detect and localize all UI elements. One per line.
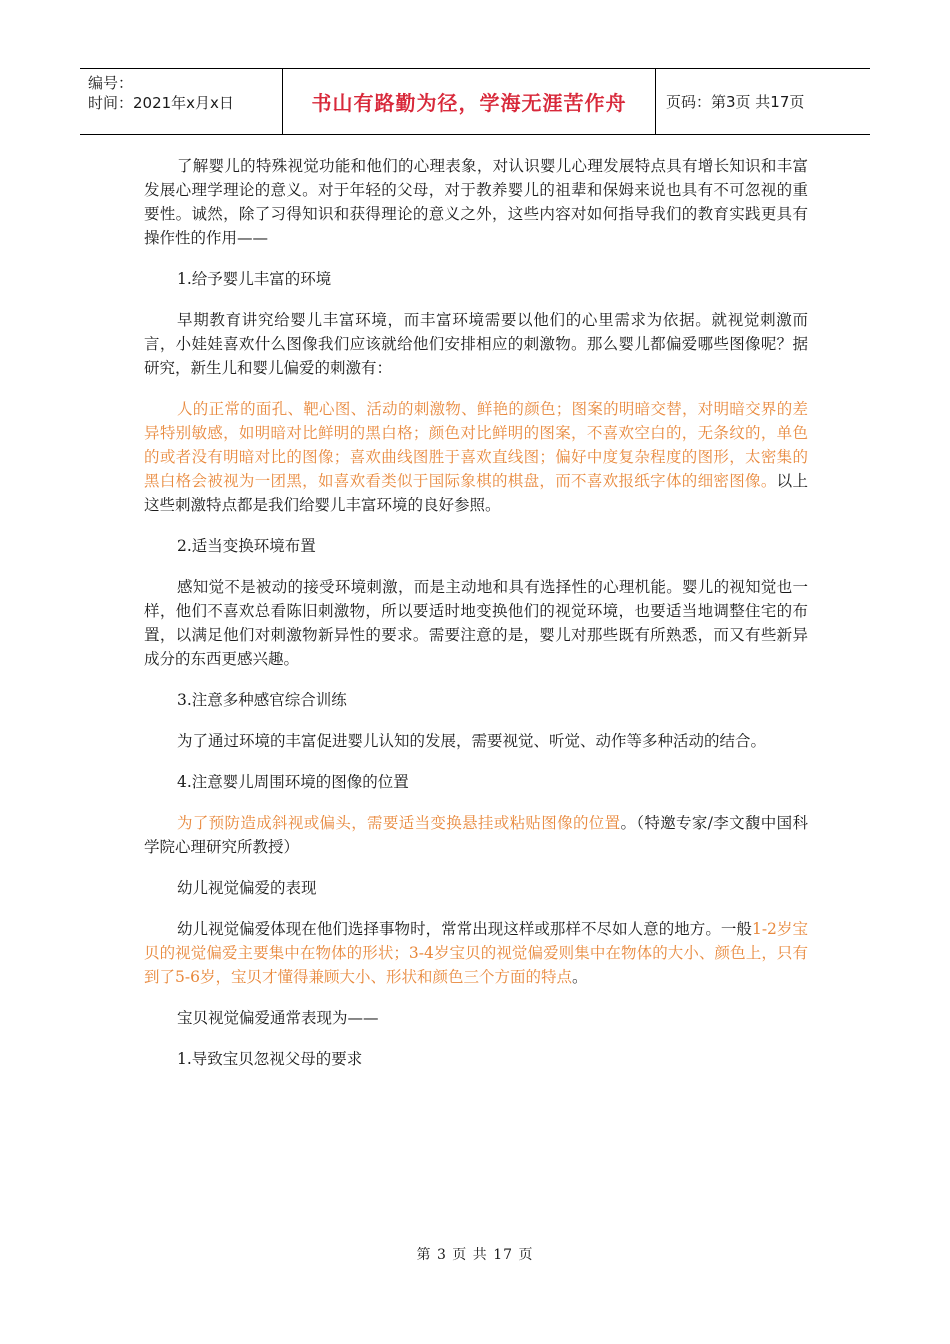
text-segment: 2.适当变换环境布置 bbox=[177, 537, 316, 555]
text-segment: 。（特邀专家/李文馥中国科学院心理研究所教授） bbox=[144, 814, 808, 856]
paragraph bbox=[144, 154, 808, 250]
paragraph bbox=[144, 534, 808, 558]
paragraph bbox=[144, 876, 808, 900]
text-segment: 幼儿视觉偏爱的表现 bbox=[177, 879, 317, 897]
header-motto-cell bbox=[283, 69, 656, 134]
motto: 书山有路勤为径，学海无涯苦作舟 bbox=[311, 91, 627, 115]
text-segment: 早期教育讲究给婴儿丰富环境，而丰富环境需要以他们的心里需求为依据。就视觉刺激而言，小娃娃喜欢什么图像我们应该就给他们安排相应的刺激物。那么婴儿都偏爱哪些图像呢？据研究，新生儿和婴儿偏爱的刺激有： bbox=[144, 311, 808, 377]
text-segment: 了解婴儿的特殊视觉功能和他们的心理表象，对认识婴儿心理发展特点具有增长知识和丰富发展心理学理论的意义。对于年轻的父母，对于教养婴儿的祖辈和保姆来说也具有不可忽视的重要性。诚然，除了习得知识和获得理论的意义之外，这些内容对如何指导我们的教育实践更具有操作性的作用—— bbox=[144, 157, 808, 247]
header-page-cell bbox=[656, 69, 870, 134]
header-meta-cell bbox=[80, 69, 283, 134]
paragraph bbox=[144, 688, 808, 712]
paragraph bbox=[144, 729, 808, 753]
time-label: 时间：2021年x月x日 bbox=[88, 94, 234, 112]
text-segment: 幼儿视觉偏爱体现在他们选择事物时，常常出现这样或那样不尽如人意的地方。一般 bbox=[177, 920, 752, 938]
paragraph bbox=[144, 1047, 808, 1071]
text-segment: 。 bbox=[571, 968, 588, 986]
text-segment: 3.注意多种感官综合训练 bbox=[177, 691, 347, 709]
document-header bbox=[80, 68, 870, 135]
paragraph bbox=[144, 770, 808, 794]
page-label: 页码：第3页 共17页 bbox=[666, 93, 805, 111]
page-footer: 第 3 页 共 17 页 bbox=[416, 1247, 534, 1263]
highlighted-text: 为了预防造成斜视或偏头，需要适当变换悬挂或粘贴图像的位置 bbox=[177, 814, 621, 832]
text-segment: 感知觉不是被动的接受环境刺激，而是主动地和具有选择性的心理机能。婴儿的视知觉也一样，他们不喜欢总看陈旧刺激物，所以要适时地变换他们的视觉环境，也要适当地调整住宅的布置，以满足他们对刺激物新异性的要求。需要注意的是，婴儿对那些既有所熟悉，而又有些新异成分的东西更感兴趣。 bbox=[144, 578, 808, 668]
highlighted-text: 人的正常的面孔、靶心图、活动的刺激物、鲜艳的颜色；图案的明暗交替，对明暗交界的差异特别敏感，如明暗对比鲜明的黑白格；颜色对比鲜明的图案，不喜欢空白的，无条纹的，单色的或者没有明暗对比的图像；喜欢曲线图胜于喜欢直线图；偏好中度复杂程度的图形，太密集的黑白格会被视为一团黑，如喜欢看类似于国际象棋的棋盘，而不喜欢报纸字体的细密图像。 bbox=[144, 400, 808, 490]
text-segment: 1.给予婴儿丰富的环境 bbox=[177, 270, 332, 288]
document-body bbox=[144, 154, 808, 1088]
paragraph bbox=[144, 397, 808, 517]
text-segment: 宝贝视觉偏爱通常表现为—— bbox=[177, 1009, 379, 1027]
paragraph bbox=[144, 575, 808, 671]
paragraph bbox=[144, 811, 808, 859]
paragraph bbox=[144, 1006, 808, 1030]
text-segment: 4.注意婴儿周围环境的图像的位置 bbox=[177, 773, 409, 791]
text-segment: 以上这些刺激特点都是我们给婴儿丰富环境的良好参照。 bbox=[144, 472, 808, 514]
paragraph bbox=[144, 267, 808, 291]
paragraph bbox=[144, 917, 808, 989]
text-segment: 为了通过环境的丰富促进婴儿认知的发展，需要视觉、听觉、动作等多种活动的结合。 bbox=[177, 732, 767, 750]
paragraph bbox=[144, 308, 808, 380]
text-segment: 1.导致宝贝忽视父母的要求 bbox=[177, 1050, 363, 1068]
highlighted-text: 1-2岁宝贝的视觉偏爱主要集中在物体的形状；3-4岁宝贝的视觉偏爱则集中在物体的大小、颜色上，只有到了5-6岁，宝贝才懂得兼顾大小、形状和颜色三个方面的特点 bbox=[144, 920, 808, 986]
code-label: 编号： bbox=[88, 74, 134, 92]
